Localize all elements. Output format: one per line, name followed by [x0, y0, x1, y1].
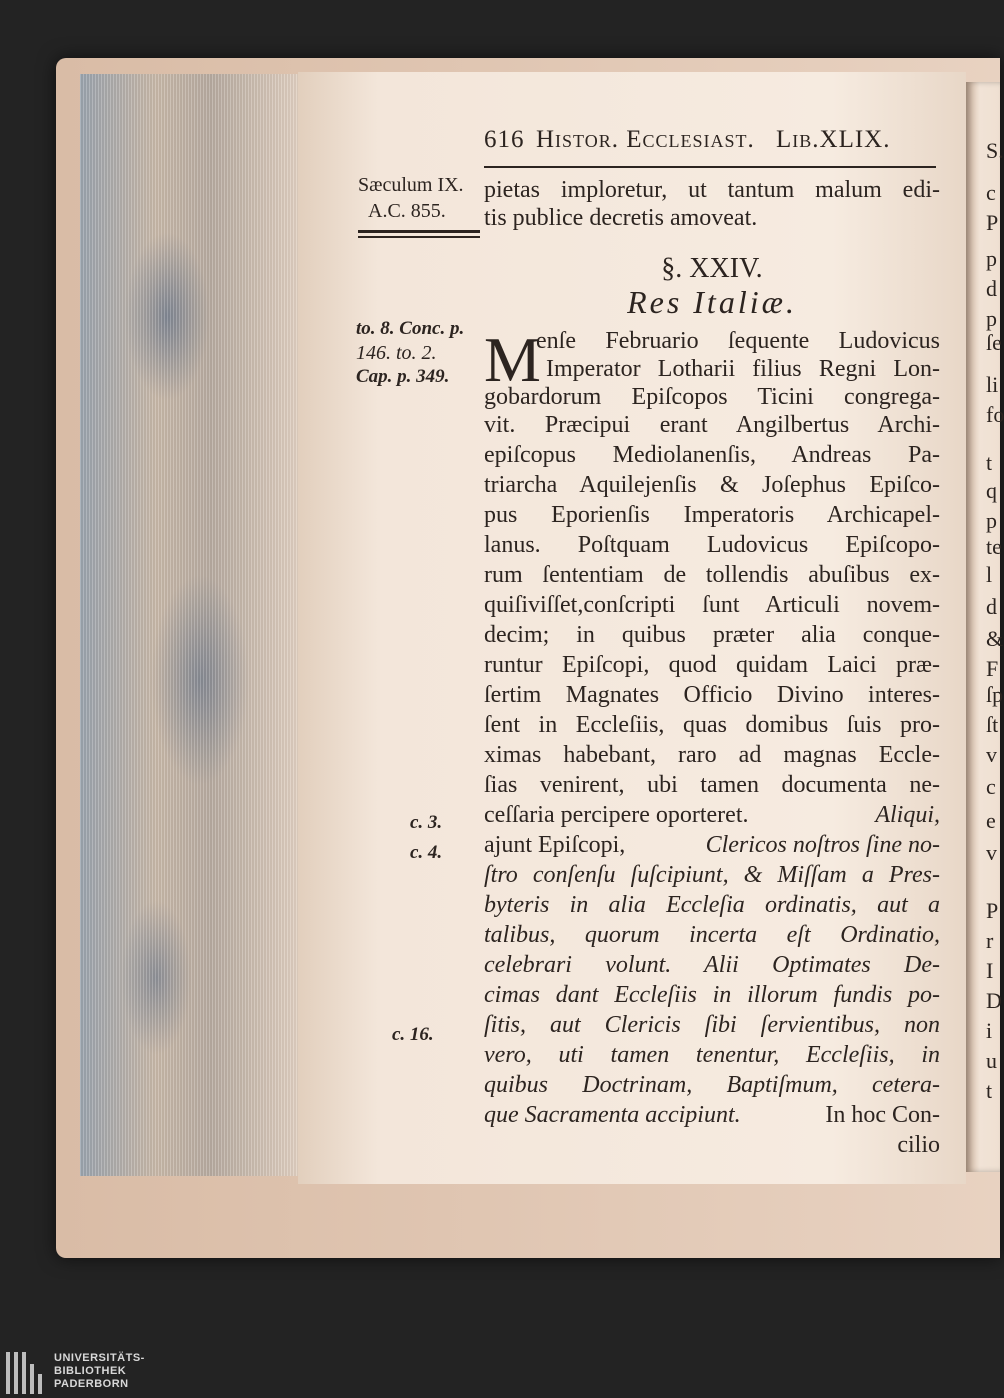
margin-ref-cap: Cap. p. 349.: [356, 366, 450, 387]
text-line-split: [484, 830, 940, 860]
text-line-italic: talibus, quorum incerta eſt Ordinatio,: [484, 922, 940, 948]
next-page-letter: p: [986, 508, 997, 533]
text-line-italic: ſtro conſenſu ſuſcipiunt, & Miſſam a Pres-: [484, 862, 940, 888]
library-logo-icon: [6, 1352, 48, 1394]
running-title: Histor. Ecclesiast.: [536, 126, 755, 153]
next-page-letter: p: [986, 306, 997, 331]
next-page-letter: l: [986, 562, 993, 587]
next-page-letter: t: [986, 1078, 993, 1103]
text-line: Imperator Lotharii filius Regni Lon-: [546, 356, 940, 382]
next-page-letter: q: [986, 478, 997, 503]
text-line: ſent in Eccleſiis, quas domibus ſuis pro-: [484, 712, 940, 738]
next-page-letter: i: [986, 1018, 993, 1043]
next-page-letter: D: [986, 988, 1002, 1013]
section-title: Res Italiæ.: [627, 284, 797, 320]
text-line: vit. Præcipui erant Angilbertus Archi-: [484, 412, 940, 438]
next-page-letter: fo: [986, 402, 1004, 427]
text-segment: In hoc Con-: [825, 1102, 940, 1128]
next-page-letter: S.: [986, 138, 1004, 163]
logo-line: PADERBORN: [54, 1378, 129, 1390]
next-page-letter: d: [986, 594, 997, 619]
text-segment-italic: Aliqui,: [875, 802, 940, 828]
section-number: §. XXIV.: [661, 253, 763, 284]
next-page-letter: e: [986, 808, 996, 833]
text-line: enſe Februario ſequente Ludovicus: [536, 328, 940, 354]
book-number: Lib.XLIX.: [776, 126, 891, 153]
running-header: [484, 126, 936, 166]
library-logo-text: [54, 1352, 145, 1391]
next-page-letter: ſt: [986, 712, 999, 737]
text-line-italic: cimas dant Eccleſiis in illorum fundis po-: [484, 982, 940, 1008]
next-page-letter: ſp: [986, 682, 1004, 707]
next-page-letter: t: [986, 450, 993, 475]
catchword: cilio: [897, 1132, 940, 1158]
margin-rule: [358, 230, 480, 233]
next-page-letter: u: [986, 1048, 997, 1073]
margin-year-ac: A.C. 855.: [368, 200, 446, 222]
logo-line: BIBLIOTHEK: [54, 1365, 127, 1377]
next-page-letter: r: [986, 928, 994, 953]
margin-ref-conc: to. 8. Conc. p.: [356, 318, 465, 339]
text-line: triarcha Aquilejenſis & Joſephus Epiſco-: [484, 472, 940, 498]
page-number: 616: [484, 126, 525, 153]
page-edges-fore-edge: [80, 74, 300, 1176]
footer-bar: [0, 1348, 1000, 1398]
text-line-italic: ſitis, aut Clericis ſibi ſervientibus, non: [484, 1012, 940, 1038]
drop-cap: M: [484, 324, 541, 395]
text-line: pus Eporienſis Imperatoris Archicapel-: [484, 502, 940, 528]
text-line: epiſcopus Mediolanenſis, Andreas Pa-: [484, 442, 940, 468]
margin-rule-thin: [358, 236, 480, 238]
text-line: ximas habebant, raro ad magnas Eccle-: [484, 742, 940, 768]
header-rule: [484, 166, 936, 168]
margin-ref-c4: c. 4.: [410, 842, 443, 863]
text-line: lanus. Poſtquam Ludovicus Epiſcopo-: [484, 532, 940, 558]
text-line: quiſiviſſet,conſcripti ſunt Articuli novem-: [484, 592, 940, 618]
next-page-letter: c: [986, 774, 996, 799]
text-line: ſias venirent, ubi tamen documenta ne-: [484, 772, 940, 798]
text-line-split: [484, 800, 940, 830]
next-page-letter: ſe: [986, 330, 1002, 355]
text-line-italic: quibus Doctrinam, Baptiſmum, cetera-: [484, 1072, 940, 1098]
next-page-letter: p: [986, 246, 997, 271]
next-page-letter: d: [986, 276, 997, 301]
next-page-letter: I: [986, 958, 994, 983]
text-line: runtur Epiſcopi, quod quidam Laici præ-: [484, 652, 940, 678]
text-line: ſertim Magnates Officio Divino interes-: [484, 682, 940, 708]
margin-ref-tome: 146. to. 2.: [356, 342, 437, 364]
margin-ref-c3: c. 3.: [410, 812, 443, 833]
text-line-italic: celebrari volunt. Alii Optimates De-: [484, 952, 940, 978]
text-line-split: [484, 1100, 940, 1130]
text-line: decim; in quibus præter alia conque-: [484, 622, 940, 648]
next-page-letter: v: [986, 840, 997, 865]
text-segment: ajunt Epiſcopi,: [484, 832, 626, 858]
text-line: gobardorum Epiſcopos Ticini congrega-: [484, 384, 940, 410]
next-page-letter: li: [986, 372, 999, 397]
text-line: tis publice decretis amoveat.: [484, 205, 758, 231]
next-page-letter: P: [986, 898, 999, 923]
text-line: rum ſententiam de tollendis abuſibus ex-: [484, 562, 940, 588]
text-line-italic: byteris in alia Eccleſia ordinatis, aut a: [484, 892, 940, 918]
logo-line: UNIVERSITÄTS-: [54, 1352, 145, 1364]
text-segment-italic: Clericos noſtros ſine no-: [705, 832, 940, 858]
next-page-letter: F: [986, 656, 999, 681]
margin-ref-c16: c. 16.: [392, 1024, 434, 1045]
next-page-letter: c: [986, 180, 996, 205]
text-line-italic: vero, uti tamen tenentur, Eccleſiis, in: [484, 1042, 940, 1068]
next-page-letter: te: [986, 534, 1002, 559]
text-line: pietas imploretur, ut tantum malum edi-: [484, 177, 940, 203]
next-page-letter: &: [986, 626, 1004, 651]
text-segment: ceſſaria percipere oporteret.: [484, 802, 749, 828]
next-page-letter: P: [986, 210, 999, 235]
text-segment-italic: que Sacramenta accipiunt.: [484, 1102, 741, 1128]
next-page-letter: v: [986, 742, 997, 767]
margin-year-century: Sæculum IX.: [358, 174, 464, 196]
